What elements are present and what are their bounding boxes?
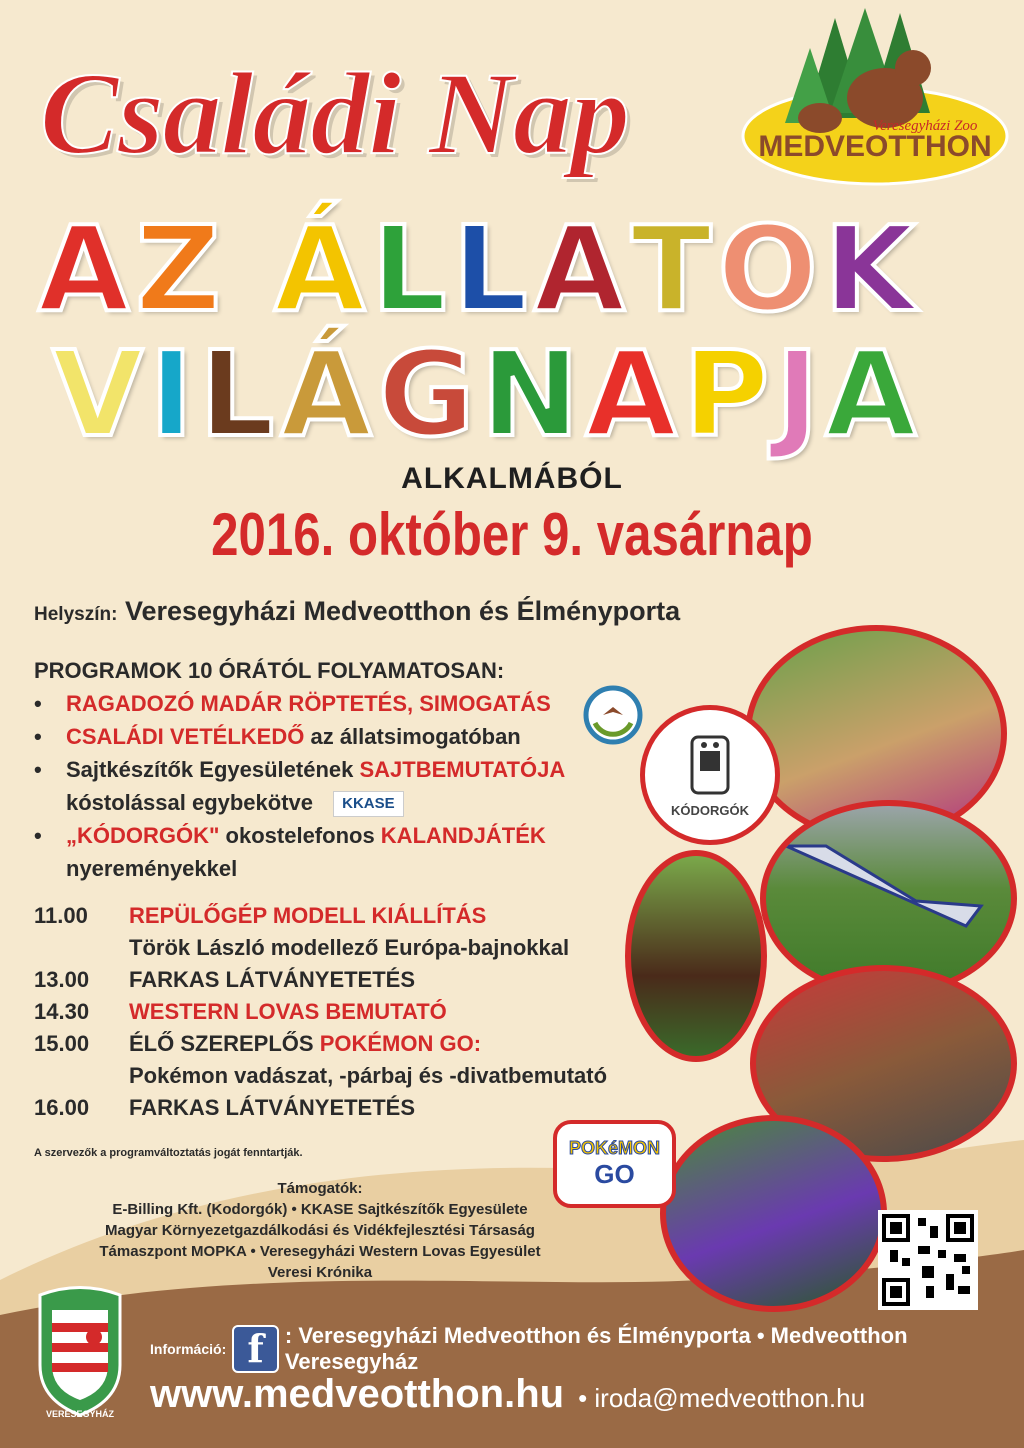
logo-sub: Veresegyházi Zoo bbox=[872, 118, 978, 134]
schedule-row bbox=[34, 900, 674, 932]
pokemon-go-bottom: GO bbox=[594, 1159, 635, 1189]
subtitle-alkalmabol: ALKALMÁBÓL bbox=[401, 462, 623, 495]
headline-letter: Z bbox=[135, 200, 221, 338]
list-item: • RAGADOZÓ MADÁR RÖPTETÉS, SIMOGATÁS bbox=[34, 691, 551, 716]
schedule-row bbox=[34, 996, 674, 1028]
bullet-2-text: az állatsimogatóban bbox=[304, 724, 521, 749]
pokemon-go-logo bbox=[553, 1120, 676, 1208]
website-row bbox=[150, 1372, 865, 1417]
bullet-1-highlight: RAGADOZÓ MADÁR RÖPTETÉS, SIMOGATÁS bbox=[66, 691, 551, 716]
sponsor-line: Veresi Krónika bbox=[267, 1264, 373, 1281]
schedule-text: FARKAS LÁTVÁNYETETÉS bbox=[129, 967, 416, 992]
headline-letter: G bbox=[377, 325, 475, 463]
list-item: • Sajtkészítők Egyesületének SAJTBEMUTATÓJA kóstolással egybekötve KKASE bbox=[34, 753, 674, 819]
location bbox=[34, 596, 680, 627]
headline-row-2 bbox=[52, 325, 917, 463]
sponsors bbox=[60, 1178, 580, 1283]
headline-letter: L bbox=[371, 200, 447, 338]
sponsors-title: Támogatók: bbox=[277, 1180, 363, 1197]
headline-letter: L bbox=[199, 325, 275, 463]
photo-western-rider bbox=[625, 850, 767, 1062]
disclaimer-note: A szervezők a programváltoztatás jogát fenntartják. bbox=[34, 1147, 303, 1159]
headline-letter: I bbox=[149, 325, 194, 463]
programs-header: PROGRAMOK 10 ÓRÁTÓL FOLYAMATOSAN: bbox=[34, 658, 505, 683]
title-csaladi-nap: Családi Nap bbox=[40, 48, 629, 179]
schedule bbox=[34, 900, 674, 1124]
schedule-time: 14.30 bbox=[34, 999, 90, 1024]
headline-letter: K bbox=[823, 200, 916, 338]
headline-letter: V bbox=[52, 325, 144, 463]
headline-letter: L bbox=[452, 200, 528, 338]
bullet-3-highlight: SAJTBEMUTATÓJA bbox=[359, 757, 566, 782]
qr-code bbox=[878, 1210, 978, 1310]
headline-letter: A bbox=[533, 200, 626, 338]
kkase-logo: KKASE bbox=[333, 791, 404, 817]
schedule-row bbox=[34, 1028, 674, 1060]
bullet-3-text: Sajtkészítők Egyesületének bbox=[66, 757, 360, 782]
list-item: • CSALÁDI VETÉLKEDŐ az állatsimogatóban bbox=[34, 724, 521, 749]
headline-letter: A bbox=[585, 325, 677, 463]
schedule-time: 11.00 bbox=[34, 903, 88, 928]
schedule-text: ÉLŐ SZEREPLŐS bbox=[129, 1031, 320, 1056]
location-value: Veresegyházi Medveotthon és Élményporta bbox=[124, 596, 681, 626]
event-date: 2016. október 9. vasárnap bbox=[211, 501, 813, 568]
logo-name: MEDVEOTTHON bbox=[758, 130, 992, 163]
schedule-sub: Török László modellező Európa-bajnokkal bbox=[129, 935, 570, 960]
kodorgok-logo bbox=[640, 705, 780, 845]
headline-letter: Á bbox=[273, 200, 366, 338]
facebook-icon[interactable]: f bbox=[232, 1325, 279, 1373]
headline-letter: P bbox=[682, 325, 770, 463]
headline-letter: N bbox=[480, 325, 580, 463]
schedule-text: WESTERN LOVAS BEMUTATÓ bbox=[129, 999, 447, 1024]
veresegyhaz-crest bbox=[30, 1285, 130, 1425]
schedule-sub: Pokémon vadászat, -párbaj és -divatbemutató bbox=[129, 1063, 608, 1088]
headline-letter: O bbox=[717, 200, 818, 338]
schedule-text-highlight: POKÉMON GO: bbox=[319, 1031, 482, 1056]
schedule-time: 16.00 bbox=[34, 1095, 90, 1120]
headline-letter: A bbox=[825, 325, 917, 463]
headline-letter: T bbox=[631, 200, 712, 338]
schedule-text: REPÜLŐGÉP MODELL KIÁLLÍTÁS bbox=[129, 903, 487, 928]
sponsor-line: Támaszpont MOPKA • Veresegyházi Western Lovas Egyesület bbox=[99, 1243, 541, 1260]
info-label: Információ: bbox=[150, 1341, 227, 1357]
headline-letter: Á bbox=[280, 325, 372, 463]
bullet-4-line2: nyereményekkel bbox=[66, 856, 238, 881]
bullet-4-highlight-2: KALANDJÁTÉK bbox=[380, 823, 546, 848]
sponsor-line: Magyar Környezetgazdálkodási és Vidékfejlesztési Társaság bbox=[105, 1222, 535, 1239]
pokemon-go-top: POKéMON bbox=[568, 1138, 660, 1158]
schedule-time: 13.00 bbox=[34, 967, 90, 992]
photo-pokemon-costume bbox=[660, 1115, 887, 1312]
medveotthon-logo bbox=[735, 8, 1010, 188]
schedule-time: 15.00 bbox=[34, 1031, 90, 1056]
bullet-3-line2: kóstolással egybekötve bbox=[66, 790, 314, 815]
sponsor-line: E-Billing Kft. (Kodorgók) • KKASE Sajtkészítők Egyesülete bbox=[112, 1201, 528, 1218]
info-row bbox=[150, 1323, 1024, 1375]
bullet-4-highlight: „KÓDORGÓK" bbox=[66, 823, 220, 848]
bullet-4-text: okostelefonos bbox=[219, 823, 381, 848]
headline-letter: A bbox=[38, 200, 130, 338]
schedule-text: FARKAS LÁTVÁNYETETÉS bbox=[129, 1095, 416, 1120]
headline-letter: J bbox=[775, 325, 820, 463]
kodorgok-label: KÓDORGÓK bbox=[671, 802, 749, 818]
programs-list bbox=[34, 654, 674, 885]
phone-mascot-icon bbox=[680, 733, 740, 803]
location-label: Helyszín: bbox=[34, 604, 118, 625]
schedule-row bbox=[34, 964, 674, 996]
crest-text: VERESEGYHÁZ bbox=[45, 1409, 115, 1419]
info-text: : Veresegyházi Medveotthon és Élményporta • Medveotthon Veresegyház bbox=[284, 1323, 908, 1374]
bird-circle-icon bbox=[583, 685, 643, 745]
list-item: • „KÓDORGÓK" okostelefonos KALANDJÁTÉK nyereményekkel bbox=[34, 823, 546, 881]
email-link[interactable]: • iroda@medveotthon.hu bbox=[578, 1383, 866, 1413]
bullet-2-highlight: CSALÁDI VETÉLKEDŐ bbox=[66, 724, 305, 749]
headline-letter bbox=[227, 210, 268, 330]
website-link[interactable]: www.medveotthon.hu bbox=[150, 1372, 565, 1416]
headline-row-1 bbox=[38, 200, 916, 338]
